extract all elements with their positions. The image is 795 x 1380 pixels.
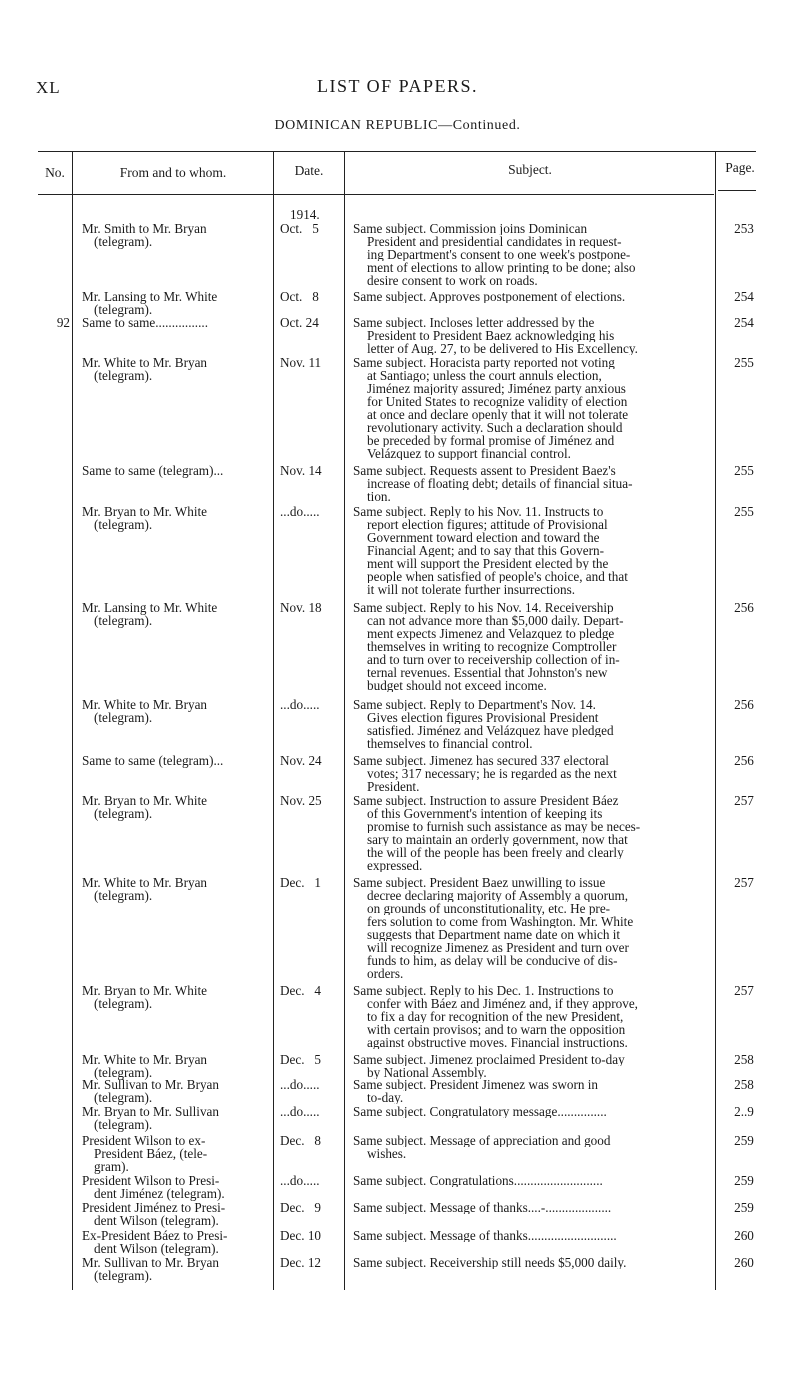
header-rule-right xyxy=(718,190,756,191)
subject-line: Same subject. Reply to Department's Nov. 14. xyxy=(353,698,596,711)
from-line: Mr. White to Mr. Bryan xyxy=(82,697,208,712)
subject-line: letter of Aug. 27, to be delivered to His Excellency. xyxy=(367,342,638,355)
row-subject xyxy=(353,290,713,303)
subject-line: Financial Agent; and to say that this Govern- xyxy=(367,544,604,557)
row-from-to xyxy=(82,1105,270,1131)
from-line: (telegram). xyxy=(94,517,153,532)
col-divider-4 xyxy=(715,152,716,1290)
subject-line: Same subject. President Jimenez was sworn in xyxy=(353,1078,599,1091)
subject-line: at once and declare openly that it will not tolerate xyxy=(367,408,629,421)
row-page: 256 xyxy=(734,753,754,768)
subject-line: Same subject. Reply to his Nov. 14. Receivership xyxy=(353,601,614,614)
subject-line: will recognize Jimenez as President and turn over xyxy=(367,941,629,954)
subject-line: against obstructive moves. Financial instructions. xyxy=(367,1036,628,1049)
subject-line: Velázquez to support financial control. xyxy=(367,447,571,460)
subject-line: Same subject. Instruction to assure President Báez xyxy=(353,794,619,807)
row-date: Dec. 8 xyxy=(280,1133,322,1148)
col-divider-3 xyxy=(344,152,345,1290)
subject-line: with certain provisos; and to warn the opposition xyxy=(367,1023,626,1036)
header-date: Date. xyxy=(294,163,324,178)
table-top-rule xyxy=(38,151,756,152)
subject-line: decree declaring majority of Assembly a quorum, xyxy=(367,889,629,902)
row-page: 257 xyxy=(734,875,754,890)
subject-line: be preceded by formal promise of Jiménez and xyxy=(367,434,615,447)
subject-line: Same subject. Congratulations........................... xyxy=(353,1174,603,1187)
row-date: ...do..... xyxy=(280,697,320,712)
row-subject xyxy=(353,601,713,692)
from-line: (telegram). xyxy=(94,1117,153,1132)
subject-line: Same subject. Message of thanks....-.................... xyxy=(353,1201,612,1214)
row-from-to xyxy=(82,356,270,382)
row-date: Oct. 5 xyxy=(280,221,319,236)
row-page: 255 xyxy=(734,355,754,370)
header-no: No. xyxy=(45,165,65,180)
subject-line: Same subject. President Baez unwilling to issue xyxy=(353,876,606,889)
header-from: From and to whom. xyxy=(119,165,227,180)
from-line: (telegram). xyxy=(94,302,153,317)
subject-line: Same subject. Incloses letter addressed by the xyxy=(353,316,595,329)
row-from-to xyxy=(82,1201,270,1227)
row-from-to xyxy=(82,1256,270,1282)
row-date: Dec. 1 xyxy=(280,875,322,890)
subject-line: ternal revenues. Essential that Johnston's new xyxy=(367,666,608,679)
row-from-to xyxy=(82,1053,270,1079)
from-line: Mr. White to Mr. Bryan xyxy=(82,1052,208,1067)
subject-line: of this Government's intention of keeping its xyxy=(367,807,603,820)
subject-line: and to turn over to receivership collection of in- xyxy=(367,653,620,666)
row-subject xyxy=(353,1256,713,1269)
subject-line: Same subject. Congratulatory message............... xyxy=(353,1105,607,1118)
row-subject xyxy=(353,356,713,460)
subject-line: President and presidential candidates in request- xyxy=(367,235,622,248)
row-from-to xyxy=(82,754,270,767)
row-from-to xyxy=(82,601,270,627)
section-subtitle: DOMINICAN REPUBLIC—Continued. xyxy=(274,118,521,133)
from-line: (telegram). xyxy=(94,1065,153,1080)
row-date: Nov. 18 xyxy=(280,600,322,615)
row-subject xyxy=(353,1201,713,1214)
subject-line: the will of the people has been freely and clearly xyxy=(367,846,624,859)
subject-line: Same subject. Approves postponement of elections. xyxy=(353,290,626,303)
subject-line: for United States to recognize validity of election xyxy=(367,395,628,408)
subject-line: promise to furnish such assistance as may be neces- xyxy=(367,820,641,833)
row-subject xyxy=(353,316,713,355)
row-date: ...do..... xyxy=(280,504,320,519)
from-line: President Wilson to ex- xyxy=(82,1133,206,1148)
row-date: Dec. 4 xyxy=(280,983,322,998)
from-line: Mr. Lansing to Mr. White xyxy=(82,600,218,615)
row-date: Dec. 9 xyxy=(280,1200,322,1215)
row-subject xyxy=(353,1134,713,1160)
from-line: Mr. White to Mr. Bryan xyxy=(82,355,208,370)
row-from-to xyxy=(82,222,270,248)
from-line: (telegram). xyxy=(94,234,153,249)
row-page: 260 xyxy=(734,1228,754,1243)
row-page: 255 xyxy=(734,463,754,478)
subject-line: people when satisfied of people's choice, and that xyxy=(367,570,628,583)
header-subject: Subject. xyxy=(508,162,552,177)
from-line: President Wilson to Presi- xyxy=(82,1173,220,1188)
header-page: Page. xyxy=(725,160,755,175)
from-line: Mr. Bryan to Mr. Sullivan xyxy=(82,1104,220,1119)
col-divider-1 xyxy=(72,152,73,1290)
subject-line: revolutionary activity. Such a declaration should xyxy=(367,421,623,434)
row-date: Oct. 8 xyxy=(280,289,319,304)
row-subject xyxy=(353,984,713,1049)
subject-line: Same subject. Message of thanks........................... xyxy=(353,1229,617,1242)
row-subject xyxy=(353,754,713,793)
row-subject xyxy=(353,1229,713,1242)
subject-line: Gives election figures Provisional President xyxy=(367,711,599,724)
row-date: Nov. 11 xyxy=(280,355,322,370)
subject-line: votes; 317 necessary; he is regarded as the next xyxy=(367,767,617,780)
subject-line: Same subject. Horacista party reported not voting xyxy=(353,356,615,369)
row-from-to xyxy=(82,505,270,531)
row-from-to xyxy=(82,1174,270,1200)
row-subject xyxy=(353,1174,713,1187)
from-line: Same to same (telegram)... xyxy=(82,463,224,478)
from-line: (telegram). xyxy=(94,888,153,903)
row-subject xyxy=(353,698,713,750)
from-line: dent Wilson (telegram). xyxy=(94,1241,219,1256)
from-line: Ex-President Báez to Presi- xyxy=(82,1228,228,1243)
row-date: Oct. 24 xyxy=(280,315,319,330)
subject-line: Same subject. Commission joins Dominican xyxy=(353,222,588,235)
subject-line: Same subject. Requests assent to President Baez's xyxy=(353,464,616,477)
row-page: 258 xyxy=(734,1077,754,1092)
row-date: Nov. 14 xyxy=(280,463,322,478)
row-page: 258 xyxy=(734,1052,754,1067)
from-line: Mr. Lansing to Mr. White xyxy=(82,289,218,304)
subject-line: ment will support the President elected by the xyxy=(367,557,609,570)
row-from-to xyxy=(82,290,270,316)
row-from-to xyxy=(82,876,270,902)
subject-line: fers solution to come from Washington. Mr. White xyxy=(367,915,634,928)
subject-line: satisfied. Jiménez and Velázquez have pledged xyxy=(367,724,614,737)
row-date: Nov. 25 xyxy=(280,793,322,808)
from-line: dent Jiménez (telegram). xyxy=(94,1186,225,1201)
subject-line: Same subject. Reply to his Nov. 11. Instructs to xyxy=(353,505,604,518)
subject-line: Same subject. Reply to his Dec. 1. Instructions to xyxy=(353,984,614,997)
from-line: (telegram). xyxy=(94,613,153,628)
row-date: Dec. 10 xyxy=(280,1228,322,1243)
row-from-to xyxy=(82,464,270,477)
row-page: 256 xyxy=(734,697,754,712)
row-date: Nov. 24 xyxy=(280,753,322,768)
row-subject xyxy=(353,876,713,980)
from-line: Mr. Bryan to Mr. White xyxy=(82,504,208,519)
row-page: 253 xyxy=(734,221,754,236)
subject-line: Government toward election and toward the xyxy=(367,531,600,544)
subject-line: at Santiago; unless the court annuls election, xyxy=(367,369,602,382)
row-date: Dec. 12 xyxy=(280,1255,322,1270)
from-line: President Báez, (tele- xyxy=(94,1146,208,1161)
subject-line: themselves in writing to recognize Comptroller xyxy=(367,640,617,653)
row-page: 257 xyxy=(734,793,754,808)
subject-line: tion. xyxy=(367,490,391,503)
row-date: Dec. 5 xyxy=(280,1052,322,1067)
subject-line: President. xyxy=(367,780,420,793)
row-from-to xyxy=(82,794,270,820)
row-subject xyxy=(353,1078,713,1104)
subject-line: desire consent to work on roads. xyxy=(367,274,538,287)
from-line: Mr. Smith to Mr. Bryan xyxy=(82,221,207,236)
from-line: gram). xyxy=(94,1159,129,1174)
from-line: Mr. Bryan to Mr. White xyxy=(82,983,208,998)
subject-line: wishes. xyxy=(367,1147,407,1160)
row-from-to xyxy=(82,984,270,1010)
subject-line: can not advance more than $5,000 daily. Depart- xyxy=(367,614,624,627)
row-from-to xyxy=(82,316,270,329)
row-subject xyxy=(353,505,713,596)
subject-line: report election figures; attitude of Provisional xyxy=(367,518,608,531)
from-line: Same to same................ xyxy=(82,315,208,330)
from-line: (telegram). xyxy=(94,710,153,725)
row-page: 254 xyxy=(734,315,754,330)
subject-line: Same subject. Message of appreciation and good xyxy=(353,1134,611,1147)
subject-line: orders. xyxy=(367,967,404,980)
row-page: 256 xyxy=(734,600,754,615)
row-from-to xyxy=(82,1134,270,1173)
row-page: 260 xyxy=(734,1255,754,1270)
from-line: Mr. Bryan to Mr. White xyxy=(82,793,208,808)
subject-line: Jiménez majority assured; Jiménez party anxious xyxy=(367,382,626,395)
row-date: ...do..... xyxy=(280,1173,320,1188)
row-page: 259 xyxy=(734,1173,754,1188)
row-from-to xyxy=(82,1078,270,1104)
subject-line: suggests that Department name date on which it xyxy=(367,928,621,941)
subject-line: themselves to financial control. xyxy=(367,737,533,750)
row-subject xyxy=(353,794,713,872)
subject-line: expressed. xyxy=(367,859,423,872)
from-line: (telegram). xyxy=(94,806,153,821)
from-line: (telegram). xyxy=(94,368,153,383)
subject-line: Same subject. Jimenez proclaimed President to-day xyxy=(353,1053,625,1066)
header-rule-left xyxy=(38,194,714,195)
subject-line: it will not tolerate further insurrections. xyxy=(367,583,576,596)
row-subject xyxy=(353,222,713,287)
subject-line: budget should not exceed income. xyxy=(367,679,547,692)
subject-line: by National Assembly. xyxy=(367,1066,487,1079)
row-number: 92 xyxy=(56,315,70,330)
row-subject xyxy=(353,1105,713,1118)
row-page: 255 xyxy=(734,504,754,519)
subject-line: ment of elections to allow printing to be done; also xyxy=(367,261,636,274)
subject-line: Same subject. Receivership still needs $5,000 daily. xyxy=(353,1256,627,1269)
row-date: ...do..... xyxy=(280,1104,320,1119)
subject-line: ing Department's consent to one week's postpone- xyxy=(367,248,631,261)
subject-line: Same subject. Jimenez has secured 337 electoral xyxy=(353,754,609,767)
row-page: 257 xyxy=(734,983,754,998)
subject-line: President to President Baez acknowledging his xyxy=(367,329,615,342)
row-date: ...do..... xyxy=(280,1077,320,1092)
row-page: 254 xyxy=(734,289,754,304)
row-from-to xyxy=(82,698,270,724)
from-line: President Jiménez to Presi- xyxy=(82,1200,226,1215)
row-subject xyxy=(353,464,713,503)
row-subject xyxy=(353,1053,713,1079)
from-line: Mr. White to Mr. Bryan xyxy=(82,875,208,890)
subject-line: sary to maintain an orderly government, now that xyxy=(367,833,628,846)
from-line: dent Wilson (telegram). xyxy=(94,1213,219,1228)
from-line: (telegram). xyxy=(94,996,153,1011)
from-line: (telegram). xyxy=(94,1268,153,1283)
row-page: 259 xyxy=(734,1200,754,1215)
page-number: XL xyxy=(36,78,61,97)
subject-line: ment expects Jimenez and Velazquez to pledge xyxy=(367,627,615,640)
subject-line: to fix a day for recognition of the new President, xyxy=(367,1010,624,1023)
subject-line: on grounds of unconstitutionality, etc. He pre- xyxy=(367,902,611,915)
from-line: Same to same (telegram)... xyxy=(82,753,224,768)
col-divider-2 xyxy=(273,152,274,1290)
subject-line: funds to him, as delay will be conducive of dis- xyxy=(367,954,618,967)
subject-line: to-day. xyxy=(367,1091,404,1104)
from-line: Mr. Sullivan to Mr. Bryan xyxy=(82,1255,220,1270)
page-title: LIST OF PAPERS. xyxy=(316,76,479,96)
from-line: (telegram). xyxy=(94,1090,153,1105)
row-page: 259 xyxy=(734,1133,754,1148)
from-line: Mr. Sullivan to Mr. Bryan xyxy=(82,1077,220,1092)
subject-line: confer with Báez and Jiménez and, if they approve, xyxy=(367,997,638,1010)
subject-line: increase of floating debt; details of financial situa- xyxy=(367,477,633,490)
row-from-to xyxy=(82,1229,270,1255)
year-label: 1914. xyxy=(290,207,320,222)
row-page: 2..9 xyxy=(734,1104,754,1119)
